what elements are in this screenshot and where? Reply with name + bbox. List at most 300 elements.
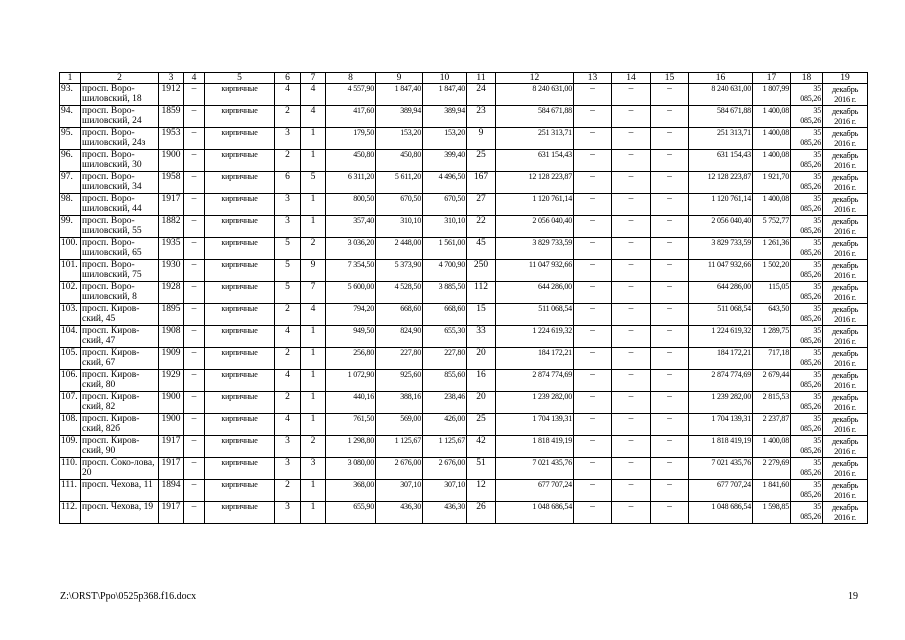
table-cell: 1 bbox=[301, 502, 326, 524]
table-cell: кирпичные bbox=[205, 480, 275, 502]
table-cell: – bbox=[574, 326, 612, 348]
table-cell: 167 bbox=[467, 172, 496, 194]
table-cell: декабрь 2016 г. bbox=[823, 458, 868, 480]
table-cell: 5 373,90 bbox=[376, 260, 423, 282]
table-cell: 1928 bbox=[159, 282, 184, 304]
table-cell: – bbox=[612, 150, 651, 172]
column-header: 1 bbox=[60, 73, 81, 84]
table-cell: – bbox=[612, 238, 651, 260]
table-cell: просп. Киров-ский, 80 bbox=[81, 370, 159, 392]
table-row bbox=[60, 128, 868, 150]
table-cell: 1 847,40 bbox=[376, 84, 423, 106]
table-cell: 511 068,54 bbox=[689, 304, 753, 326]
table-cell: – bbox=[612, 106, 651, 128]
table-cell: 35 085,26 bbox=[791, 392, 823, 414]
table-cell: просп. Воро-шиловский, 44 bbox=[81, 194, 159, 216]
table-cell: – bbox=[574, 194, 612, 216]
table-cell: – bbox=[574, 304, 612, 326]
table-cell: – bbox=[651, 106, 689, 128]
table-cell: – bbox=[612, 194, 651, 216]
table-cell: – bbox=[651, 216, 689, 238]
table-row bbox=[60, 348, 868, 370]
column-header: 6 bbox=[275, 73, 301, 84]
table-cell: 2 bbox=[275, 304, 301, 326]
table-cell: 761,50 bbox=[326, 414, 376, 436]
table-row bbox=[60, 194, 868, 216]
table-cell: – bbox=[651, 282, 689, 304]
table-cell: кирпичные bbox=[205, 194, 275, 216]
table-cell: 7 021 435,76 bbox=[689, 458, 753, 480]
table-cell: 1935 bbox=[159, 238, 184, 260]
table-cell: 1 298,80 bbox=[326, 436, 376, 458]
table-cell: 3 bbox=[275, 194, 301, 216]
table-cell: 1 bbox=[301, 128, 326, 150]
table-cell: – bbox=[651, 84, 689, 106]
table-cell: 677 707,24 bbox=[496, 480, 574, 502]
table-cell: – bbox=[612, 84, 651, 106]
table-cell: 35 085,26 bbox=[791, 128, 823, 150]
table-cell: 1 bbox=[301, 326, 326, 348]
table-cell: – bbox=[612, 392, 651, 414]
table-cell: – bbox=[574, 106, 612, 128]
table-cell: 4 528,50 bbox=[376, 282, 423, 304]
table-cell: просп. Воро-шиловский, 30 bbox=[81, 150, 159, 172]
table-cell: декабрь 2016 г. bbox=[823, 150, 868, 172]
table-row bbox=[60, 370, 868, 392]
table-cell: 2 056 040,40 bbox=[689, 216, 753, 238]
table-header-row bbox=[60, 73, 868, 84]
table-cell: просп. Киров-ский, 82б bbox=[81, 414, 159, 436]
table-cell: 1 224 619,32 bbox=[689, 326, 753, 348]
table-cell: 227,80 bbox=[423, 348, 467, 370]
table-cell: 655,90 bbox=[326, 502, 376, 524]
table-cell: 1 072,90 bbox=[326, 370, 376, 392]
table-cell: 23 bbox=[467, 106, 496, 128]
table-row bbox=[60, 150, 868, 172]
table-cell: 1 bbox=[301, 392, 326, 414]
table-cell: – bbox=[574, 458, 612, 480]
table-cell: кирпичные bbox=[205, 436, 275, 458]
table-cell: 15 bbox=[467, 304, 496, 326]
table-cell: 1894 bbox=[159, 480, 184, 502]
table-row bbox=[60, 106, 868, 128]
table-cell: просп. Воро-шиловский, 18 bbox=[81, 84, 159, 106]
table-cell: 2 bbox=[301, 238, 326, 260]
table-cell: 1 400,08 bbox=[753, 194, 791, 216]
table-cell: 4 bbox=[275, 414, 301, 436]
table-cell: – bbox=[651, 150, 689, 172]
table-cell: 2 815,53 bbox=[753, 392, 791, 414]
table-cell: 1900 bbox=[159, 414, 184, 436]
table-cell: 1953 bbox=[159, 128, 184, 150]
table-cell: кирпичные bbox=[205, 150, 275, 172]
table-cell: 109. bbox=[60, 436, 81, 458]
table-cell: – bbox=[184, 150, 205, 172]
table-cell: 1895 bbox=[159, 304, 184, 326]
table-cell: 12 bbox=[467, 480, 496, 502]
column-header: 14 bbox=[612, 73, 651, 84]
table-cell: просп. Воро-шиловский, 8 bbox=[81, 282, 159, 304]
table-row bbox=[60, 172, 868, 194]
table-cell: – bbox=[184, 480, 205, 502]
table-cell: декабрь 2016 г. bbox=[823, 128, 868, 150]
column-header: 15 bbox=[651, 73, 689, 84]
table-cell: – bbox=[184, 414, 205, 436]
table-cell: 389,94 bbox=[376, 106, 423, 128]
table-cell: 1 400,08 bbox=[753, 106, 791, 128]
table-cell: 2 679,44 bbox=[753, 370, 791, 392]
table-cell: 1 818 419,19 bbox=[496, 436, 574, 458]
table-row bbox=[60, 238, 868, 260]
table-cell: 1 120 761,14 bbox=[689, 194, 753, 216]
table-cell: 35 085,26 bbox=[791, 326, 823, 348]
table-cell: – bbox=[651, 348, 689, 370]
table-cell: – bbox=[574, 414, 612, 436]
table-cell: 3 885,50 bbox=[423, 282, 467, 304]
table-cell: 1 598,85 bbox=[753, 502, 791, 524]
table-cell: 855,60 bbox=[423, 370, 467, 392]
table-cell: просп. Киров-ский, 90 bbox=[81, 436, 159, 458]
table-cell: 20 bbox=[467, 348, 496, 370]
table-cell: 104. bbox=[60, 326, 81, 348]
table-cell: – bbox=[184, 84, 205, 106]
table-cell: 8 240 631,00 bbox=[689, 84, 753, 106]
table-cell: 97. bbox=[60, 172, 81, 194]
table-cell: 307,10 bbox=[376, 480, 423, 502]
table-cell: 16 bbox=[467, 370, 496, 392]
table-row bbox=[60, 436, 868, 458]
table-cell: 251 313,71 bbox=[689, 128, 753, 150]
table-cell: 4 bbox=[275, 326, 301, 348]
table-cell: 1 bbox=[301, 370, 326, 392]
table-cell: – bbox=[184, 502, 205, 524]
column-header: 18 bbox=[791, 73, 823, 84]
table-cell: просп. Киров-ский, 45 bbox=[81, 304, 159, 326]
table-cell: декабрь 2016 г. bbox=[823, 194, 868, 216]
table-cell: 227,80 bbox=[376, 348, 423, 370]
table-cell: – bbox=[651, 480, 689, 502]
table-cell: 1 125,67 bbox=[376, 436, 423, 458]
table-cell: 436,30 bbox=[376, 502, 423, 524]
table-cell: 35 085,26 bbox=[791, 436, 823, 458]
table-cell: 153,20 bbox=[376, 128, 423, 150]
table-cell: 2 874 774,69 bbox=[496, 370, 574, 392]
table-cell: 949,50 bbox=[326, 326, 376, 348]
table-cell: декабрь 2016 г. bbox=[823, 216, 868, 238]
table-cell: 1917 bbox=[159, 194, 184, 216]
table-cell: 35 085,26 bbox=[791, 84, 823, 106]
table-cell: 20 bbox=[467, 392, 496, 414]
column-header: 4 bbox=[184, 73, 205, 84]
table-cell: 3 bbox=[275, 436, 301, 458]
table-cell: – bbox=[612, 436, 651, 458]
table-cell: 1917 bbox=[159, 502, 184, 524]
table-cell: 106. bbox=[60, 370, 81, 392]
table-cell: 5 600,00 bbox=[326, 282, 376, 304]
table-cell: 1882 bbox=[159, 216, 184, 238]
table-cell: кирпичные bbox=[205, 238, 275, 260]
table-cell: 1929 bbox=[159, 370, 184, 392]
table-cell: – bbox=[184, 106, 205, 128]
table-cell: – bbox=[612, 128, 651, 150]
table-cell: 584 671,88 bbox=[689, 106, 753, 128]
table-cell: 4 496,50 bbox=[423, 172, 467, 194]
table-cell: 1 bbox=[301, 150, 326, 172]
table-cell: 1859 bbox=[159, 106, 184, 128]
table-cell: 7 021 435,76 bbox=[496, 458, 574, 480]
table-cell: 1 400,08 bbox=[753, 436, 791, 458]
table-cell: 1 bbox=[301, 216, 326, 238]
table-cell: 11 047 932,66 bbox=[496, 260, 574, 282]
table-cell: 1 807,99 bbox=[753, 84, 791, 106]
table-cell: 2 874 774,69 bbox=[689, 370, 753, 392]
table-cell: 1 bbox=[301, 414, 326, 436]
table-cell: 794,20 bbox=[326, 304, 376, 326]
column-header: 17 bbox=[753, 73, 791, 84]
table-cell: декабрь 2016 г. bbox=[823, 84, 868, 106]
table-cell: – bbox=[651, 172, 689, 194]
table-cell: 153,20 bbox=[423, 128, 467, 150]
table-cell: просп. Воро-шиловский, 24 bbox=[81, 106, 159, 128]
table-cell: 7 354,50 bbox=[326, 260, 376, 282]
table-cell: 45 bbox=[467, 238, 496, 260]
table-row bbox=[60, 480, 868, 502]
table-cell: 631 154,43 bbox=[496, 150, 574, 172]
table-cell: 925,60 bbox=[376, 370, 423, 392]
table-cell: 2 056 040,40 bbox=[496, 216, 574, 238]
table-cell: – bbox=[651, 260, 689, 282]
table-cell: 7 bbox=[301, 282, 326, 304]
table-cell: 35 085,26 bbox=[791, 216, 823, 238]
table-cell: 1917 bbox=[159, 436, 184, 458]
table-cell: кирпичные bbox=[205, 260, 275, 282]
table-cell: кирпичные bbox=[205, 326, 275, 348]
table-cell: 1 239 282,00 bbox=[689, 392, 753, 414]
table-cell: 3 bbox=[275, 216, 301, 238]
table-cell: – bbox=[574, 84, 612, 106]
table-cell: 1 120 761,14 bbox=[496, 194, 574, 216]
table-cell: 3 829 733,59 bbox=[689, 238, 753, 260]
table-cell: – bbox=[184, 128, 205, 150]
table-cell: 569,00 bbox=[376, 414, 423, 436]
table-cell: – bbox=[184, 172, 205, 194]
column-header: 13 bbox=[574, 73, 612, 84]
table-cell: 1 818 419,19 bbox=[689, 436, 753, 458]
table-cell: просп. Воро-шиловский, 24з bbox=[81, 128, 159, 150]
table-cell: – bbox=[574, 348, 612, 370]
table-cell: 426,00 bbox=[423, 414, 467, 436]
table-cell: – bbox=[184, 260, 205, 282]
table-cell: 1 048 686,54 bbox=[689, 502, 753, 524]
table-cell: 655,30 bbox=[423, 326, 467, 348]
table-cell: – bbox=[574, 128, 612, 150]
table-cell: – bbox=[184, 370, 205, 392]
table-cell: кирпичные bbox=[205, 502, 275, 524]
table-cell: 1930 bbox=[159, 260, 184, 282]
table-cell: 2 bbox=[275, 480, 301, 502]
table-cell: 9 bbox=[467, 128, 496, 150]
table-cell: 25 bbox=[467, 414, 496, 436]
table-cell: 93. bbox=[60, 84, 81, 106]
table-cell: просп. Киров-ский, 47 bbox=[81, 326, 159, 348]
table-cell: 4 557,90 bbox=[326, 84, 376, 106]
table-cell: просп. Воро-шиловский, 34 bbox=[81, 172, 159, 194]
table-cell: – bbox=[184, 238, 205, 260]
table-cell: 25 bbox=[467, 150, 496, 172]
table-cell: кирпичные bbox=[205, 370, 275, 392]
table-cell: 1 bbox=[301, 194, 326, 216]
table-cell: 35 085,26 bbox=[791, 106, 823, 128]
table-cell: 3 bbox=[301, 458, 326, 480]
table-row bbox=[60, 282, 868, 304]
table-cell: просп. Киров-ский, 82 bbox=[81, 392, 159, 414]
table-cell: – bbox=[612, 414, 651, 436]
table-cell: – bbox=[651, 194, 689, 216]
table-cell: просп. Киров-ский, 67 bbox=[81, 348, 159, 370]
table-cell: – bbox=[184, 436, 205, 458]
table-cell: 184 172,21 bbox=[689, 348, 753, 370]
table-cell: 3 bbox=[275, 458, 301, 480]
table-cell: 388,16 bbox=[376, 392, 423, 414]
table-cell: – bbox=[574, 480, 612, 502]
table-cell: – bbox=[184, 282, 205, 304]
footer-page-number: 19 bbox=[848, 591, 858, 602]
table-cell: – bbox=[651, 502, 689, 524]
table-cell: 1908 bbox=[159, 326, 184, 348]
table-cell: 100. bbox=[60, 238, 81, 260]
table-cell: – bbox=[612, 458, 651, 480]
table-cell: 668,60 bbox=[376, 304, 423, 326]
table-cell: 103. bbox=[60, 304, 81, 326]
table-cell: 1909 bbox=[159, 348, 184, 370]
table-cell: – bbox=[574, 370, 612, 392]
table-cell: 35 085,26 bbox=[791, 370, 823, 392]
column-header: 19 bbox=[823, 73, 868, 84]
column-header: 16 bbox=[689, 73, 753, 84]
table-cell: 9 bbox=[301, 260, 326, 282]
table-cell: декабрь 2016 г. bbox=[823, 326, 868, 348]
table-cell: 1 bbox=[301, 348, 326, 370]
table-cell: 1900 bbox=[159, 392, 184, 414]
table-cell: 26 bbox=[467, 502, 496, 524]
table-cell: 35 085,26 bbox=[791, 238, 823, 260]
table-cell: просп. Чехова, 19 bbox=[81, 502, 159, 524]
table-cell: кирпичные bbox=[205, 106, 275, 128]
table-cell: – bbox=[184, 194, 205, 216]
table-cell: 42 bbox=[467, 436, 496, 458]
table-cell: – bbox=[574, 502, 612, 524]
table-cell: – bbox=[184, 392, 205, 414]
table-cell: 1 704 139,31 bbox=[689, 414, 753, 436]
table-cell: декабрь 2016 г. bbox=[823, 304, 868, 326]
table-cell: – bbox=[574, 216, 612, 238]
table-cell: 6 311,20 bbox=[326, 172, 376, 194]
table-cell: декабрь 2016 г. bbox=[823, 106, 868, 128]
column-header: 3 bbox=[159, 73, 184, 84]
table-cell: 511 068,54 bbox=[496, 304, 574, 326]
table-cell: 111. bbox=[60, 480, 81, 502]
column-header: 10 bbox=[423, 73, 467, 84]
table-cell: кирпичные bbox=[205, 348, 275, 370]
table-cell: кирпичные bbox=[205, 128, 275, 150]
table-cell: декабрь 2016 г. bbox=[823, 414, 868, 436]
table-cell: 256,80 bbox=[326, 348, 376, 370]
table-cell: 238,46 bbox=[423, 392, 467, 414]
table-cell: – bbox=[651, 370, 689, 392]
table-cell: 1 561,00 bbox=[423, 238, 467, 260]
table-cell: 2 bbox=[275, 392, 301, 414]
table-cell: 101. bbox=[60, 260, 81, 282]
table-cell: 5 752,77 bbox=[753, 216, 791, 238]
table-cell: 107. bbox=[60, 392, 81, 414]
column-header: 5 bbox=[205, 73, 275, 84]
table-cell: – bbox=[574, 436, 612, 458]
table-cell: – bbox=[184, 326, 205, 348]
table-cell: 310,10 bbox=[423, 216, 467, 238]
table-cell: кирпичные bbox=[205, 84, 275, 106]
table-cell: 3 829 733,59 bbox=[496, 238, 574, 260]
table-cell: просп. Воро-шиловский, 65 bbox=[81, 238, 159, 260]
table-cell: 99. bbox=[60, 216, 81, 238]
table-cell: 110. bbox=[60, 458, 81, 480]
table-cell: просп. Воро-шиловский, 55 bbox=[81, 216, 159, 238]
table-cell: 307,10 bbox=[423, 480, 467, 502]
table-cell: 2 676,00 bbox=[376, 458, 423, 480]
table-cell: 4 700,90 bbox=[423, 260, 467, 282]
table-cell: 2 bbox=[275, 150, 301, 172]
table-cell: 1 224 619,32 bbox=[496, 326, 574, 348]
table-cell: 35 085,26 bbox=[791, 480, 823, 502]
table-cell: декабрь 2016 г. bbox=[823, 172, 868, 194]
table-cell: – bbox=[612, 370, 651, 392]
table-cell: просп. Чехова, 11 bbox=[81, 480, 159, 502]
table-cell: 450,80 bbox=[376, 150, 423, 172]
table-cell: 1 847,40 bbox=[423, 84, 467, 106]
column-header: 8 bbox=[326, 73, 376, 84]
table-cell: 4 bbox=[301, 84, 326, 106]
table-cell: – bbox=[651, 238, 689, 260]
column-header: 2 bbox=[81, 73, 159, 84]
table-cell: 105. bbox=[60, 348, 81, 370]
table-cell: декабрь 2016 г. bbox=[823, 436, 868, 458]
table-cell: – bbox=[651, 414, 689, 436]
table-cell: 250 bbox=[467, 260, 496, 282]
table-cell: 3 036,20 bbox=[326, 238, 376, 260]
table-cell: 4 bbox=[301, 304, 326, 326]
table-row bbox=[60, 502, 868, 524]
table-cell: 2 279,69 bbox=[753, 458, 791, 480]
table-cell: – bbox=[612, 216, 651, 238]
table-cell: декабрь 2016 г. bbox=[823, 348, 868, 370]
table-cell: декабрь 2016 г. bbox=[823, 282, 868, 304]
table-cell: – bbox=[651, 128, 689, 150]
table-cell: декабрь 2016 г. bbox=[823, 392, 868, 414]
table-cell: 436,30 bbox=[423, 502, 467, 524]
table-cell: 800,50 bbox=[326, 194, 376, 216]
table-cell: 33 bbox=[467, 326, 496, 348]
table-row bbox=[60, 260, 868, 282]
table-cell: – bbox=[184, 216, 205, 238]
table-cell: 184 172,21 bbox=[496, 348, 574, 370]
table-cell: 2 bbox=[301, 436, 326, 458]
table-cell: 6 bbox=[275, 172, 301, 194]
table-cell: 1 bbox=[301, 480, 326, 502]
table-cell: – bbox=[184, 458, 205, 480]
table-cell: кирпичные bbox=[205, 172, 275, 194]
table-cell: 2 448,00 bbox=[376, 238, 423, 260]
table-cell: 1912 bbox=[159, 84, 184, 106]
table-cell: декабрь 2016 г. bbox=[823, 260, 868, 282]
